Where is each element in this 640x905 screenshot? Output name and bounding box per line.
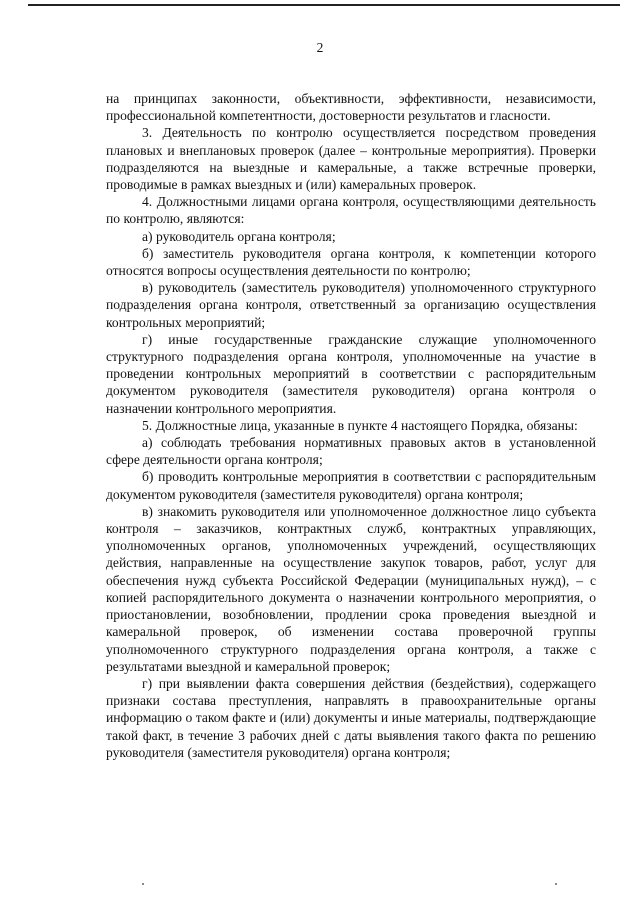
- paragraph: на принципах законности, объективности, эффективности, независимости, профессиональной компетентности, достоверности результатов и гласности.: [106, 91, 596, 124]
- document-body: [106, 90, 596, 761]
- list-item: в) руководитель (заместитель руководителя) уполномоченного структурного подразделения органа контроля, ответственный за организацию осуществления контрольных мероприятий;: [106, 280, 596, 330]
- list-item: а) соблюдать требования нормативных правовых актов в установленной сфере деятельности органа контроля;: [106, 435, 596, 468]
- paragraph: 5. Должностные лица, указанные в пункте 4 настоящего Порядка, обязаны:: [142, 417, 578, 433]
- scan-mark: [555, 883, 557, 885]
- list-item: г) при выявлении факта совершения действия (бездействия), содержащего признаки состава преступления, направлять в правоохранительные органы информацию о таком факте и (или) документы и иные материалы, подтверждающие такой факт, в течение 3 рабочих дней с даты выявления такого факта по решению руководителя (заместителя руководителя) органа контроля;: [106, 675, 596, 760]
- paragraph: 3. Деятельность по контролю осуществляется посредством проведения плановых и внеплановых проверок (далее – контрольные мероприятия). Проверки подразделяются на выездные и камеральные, а также встречные проверки, проводимые в рамках выездных и (или) камеральных проверок.: [106, 125, 596, 193]
- list-item: а) руководитель органа контроля;: [142, 228, 336, 244]
- scan-mark: [142, 883, 144, 885]
- list-item: г) иные государственные гражданские служащие уполномоченного структурного подразделения органа контроля, уполномоченные на участие в проведении контрольных мероприятий в соответствии с распорядительным документом руководителя (заместителя руководителя) органа контроля о назначении контрольного мероприятия.: [106, 331, 596, 416]
- list-item: б) заместитель руководителя органа контроля, к компетенции которого относятся вопросы осуществления деятельности по контролю;: [106, 245, 596, 279]
- list-item: б) проводить контрольные мероприятия в соответствии с распорядительным документом руководителя (заместителя руководителя) органа контроля;: [106, 469, 596, 502]
- paragraph: 4. Должностными лицами органа контроля, осуществляющими деятельность по контролю, являются:: [106, 194, 596, 227]
- list-item: в) знакомить руководителя или уполномоченное должностное лицо субъекта контроля – заказчиков, контрактных служб, контрактных управляющих, уполномоченных органов, уполномоченных учреждений, осуществляющих действия, направленные на осуществление закупок товаров, работ, услуг для обеспечения нужд субъекта Российской Федерации (муниципальных нужд), – с копией распорядительного документа о назначении контрольного мероприятия, о приостановлении, возобновлении, продлении срока проведения выездной и камеральной проверок, об изменении состава проверочной группы уполномоченного структурного подразделения органа контроля, а также с результатами выездной и камеральной проверок;: [106, 503, 596, 674]
- top-border-line: [28, 4, 620, 6]
- page-number: 2: [316, 40, 324, 55]
